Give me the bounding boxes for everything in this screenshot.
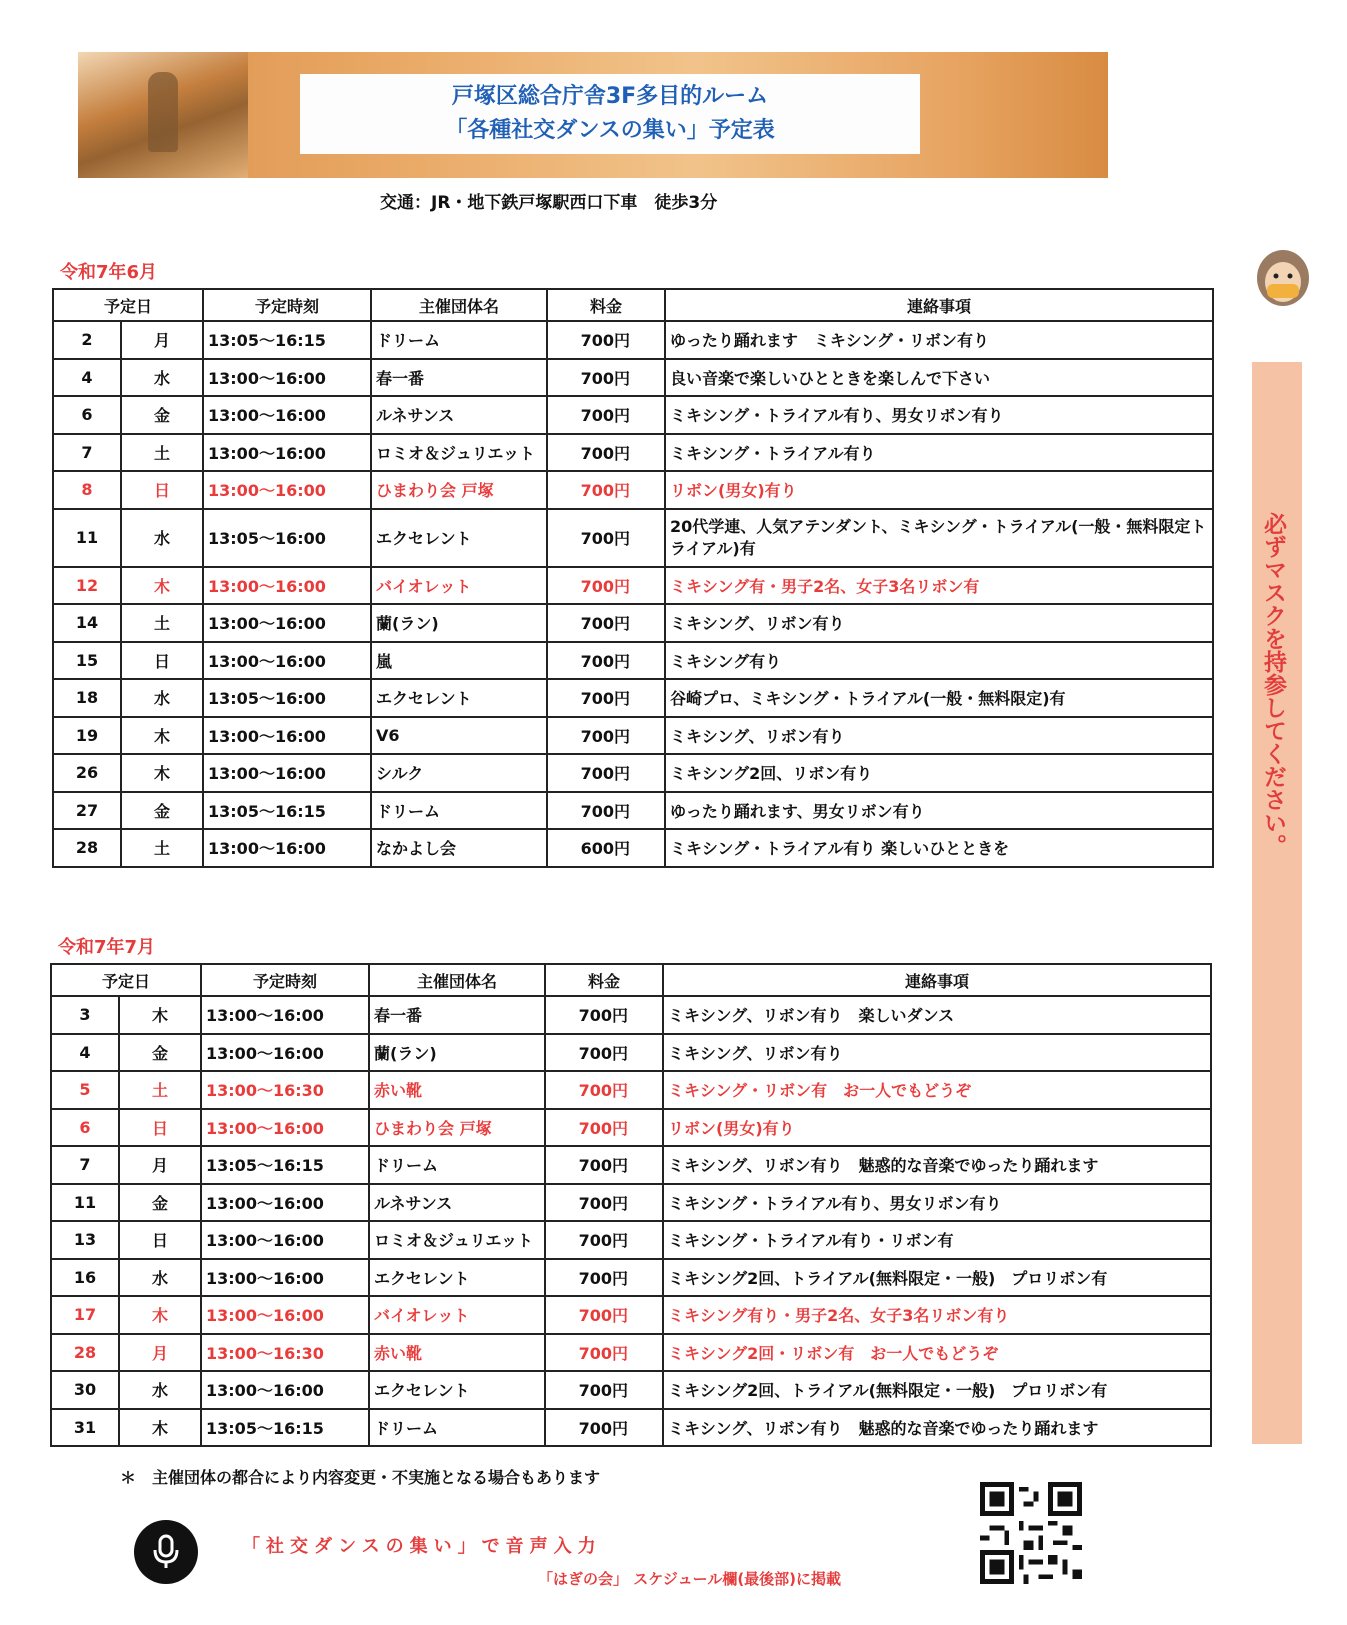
date-cell: 17 [51, 1296, 119, 1334]
organizer-cell: エクセレント [371, 509, 547, 567]
fee-cell: 700円 [545, 996, 663, 1034]
date-cell: 6 [53, 396, 121, 434]
time-cell: 13:05～16:15 [201, 1409, 369, 1447]
table-row [53, 396, 1213, 434]
weekday-cell: 金 [121, 792, 203, 830]
qr-code[interactable] [980, 1482, 1082, 1584]
col-notes: 連絡事項 [663, 964, 1211, 996]
banner-artwork [78, 52, 248, 178]
weekday-cell: 木 [119, 1296, 201, 1334]
date-cell: 31 [51, 1409, 119, 1447]
weekday-cell: 金 [121, 396, 203, 434]
table-row [53, 642, 1213, 680]
table-row [53, 434, 1213, 472]
access-info: 交通：JR・地下鉄戸塚駅西口下車 徒歩3分 [380, 193, 718, 213]
notes-cell: ミキシング・トライアル有り、男女リボン有り [665, 396, 1213, 434]
date-cell: 30 [51, 1371, 119, 1409]
time-cell: 13:00～16:00 [203, 604, 371, 642]
fee-cell: 700円 [545, 1184, 663, 1222]
organizer-cell: ルネサンス [369, 1184, 545, 1222]
weekday-cell: 金 [119, 1184, 201, 1222]
fee-cell: 700円 [545, 1296, 663, 1334]
weekday-cell: 土 [119, 1071, 201, 1109]
table-row [51, 1371, 1211, 1409]
time-cell: 13:00～16:00 [201, 1371, 369, 1409]
weekday-cell: 月 [121, 321, 203, 359]
organizer-cell: エクセレント [369, 1371, 545, 1409]
notes-cell: ミキシング、リボン有り [665, 604, 1213, 642]
fee-cell: 700円 [547, 359, 665, 397]
table-row [51, 1034, 1211, 1072]
date-cell: 28 [51, 1334, 119, 1372]
time-cell: 13:00～16:30 [201, 1071, 369, 1109]
notes-cell: ミキシング有・男子2名、女子3名リボン有 [665, 567, 1213, 605]
july-title: 令和7年7月 [58, 937, 156, 958]
table-row [51, 1334, 1211, 1372]
notes-cell: ミキシング、リボン有り 魅惑的な音楽でゆったり踊れます [663, 1146, 1211, 1184]
organizer-cell: ドリーム [369, 1146, 545, 1184]
notes-cell: ミキシング・トライアル有り、男女リボン有り [663, 1184, 1211, 1222]
organizer-cell: ひまわり会 戸塚 [369, 1109, 545, 1147]
col-fee: 料金 [545, 964, 663, 996]
notes-cell: ミキシング有り [665, 642, 1213, 680]
organizer-cell: エクセレント [369, 1259, 545, 1297]
fee-cell: 700円 [545, 1109, 663, 1147]
organizer-cell: ドリーム [369, 1409, 545, 1447]
notes-cell: ミキシング、リボン有り 魅惑的な音楽でゆったり踊れます [663, 1409, 1211, 1447]
weekday-cell: 月 [119, 1334, 201, 1372]
organizer-cell: V6 [371, 717, 547, 755]
june-schedule-table [52, 288, 1214, 868]
weekday-cell: 土 [121, 829, 203, 867]
date-cell: 27 [53, 792, 121, 830]
organizer-cell: 嵐 [371, 642, 547, 680]
weekday-cell: 日 [119, 1221, 201, 1259]
fee-cell: 700円 [545, 1259, 663, 1297]
table-row [53, 471, 1213, 509]
organizer-cell: 赤い靴 [369, 1334, 545, 1372]
table-row [53, 717, 1213, 755]
date-cell: 7 [53, 434, 121, 472]
date-cell: 14 [53, 604, 121, 642]
date-cell: 7 [51, 1146, 119, 1184]
table-row [53, 567, 1213, 605]
fee-cell: 700円 [547, 717, 665, 755]
weekday-cell: 金 [119, 1034, 201, 1072]
header-banner [78, 52, 1108, 178]
notes-cell: ゆったり踊れます ミキシング・リボン有り [665, 321, 1213, 359]
table-row [53, 754, 1213, 792]
masked-face-icon [1254, 244, 1312, 308]
date-cell: 19 [53, 717, 121, 755]
table-row [51, 1296, 1211, 1334]
july-schedule-table [50, 963, 1212, 1447]
time-cell: 13:05～16:15 [203, 321, 371, 359]
time-cell: 13:00～16:00 [201, 1259, 369, 1297]
time-cell: 13:00～16:00 [203, 359, 371, 397]
time-cell: 13:05～16:15 [201, 1146, 369, 1184]
date-cell: 15 [53, 642, 121, 680]
notes-cell: ミキシング2回・リボン有 お一人でもどうぞ [663, 1334, 1211, 1372]
fee-cell: 700円 [547, 321, 665, 359]
notes-cell: ゆったり踊れます、男女リボン有り [665, 792, 1213, 830]
weekday-cell: 土 [121, 604, 203, 642]
date-cell: 6 [51, 1109, 119, 1147]
notes-cell: 谷崎プロ、ミキシング・トライアル(一般・無料限定)有 [665, 679, 1213, 717]
date-cell: 2 [53, 321, 121, 359]
time-cell: 13:00～16:00 [201, 1221, 369, 1259]
organizer-cell: 春一番 [371, 359, 547, 397]
june-rows [53, 321, 1213, 867]
notes-cell: ミキシング・トライアル有り [665, 434, 1213, 472]
organizer-cell: ロミオ＆ジュリエット [371, 434, 547, 472]
fee-cell: 600円 [547, 829, 665, 867]
col-fee: 料金 [547, 289, 665, 321]
time-cell: 13:00～16:00 [203, 754, 371, 792]
date-cell: 11 [53, 509, 121, 567]
table-row [51, 1109, 1211, 1147]
organizer-cell: 蘭(ラン) [371, 604, 547, 642]
table-row [53, 509, 1213, 567]
microphone-icon [134, 1520, 198, 1584]
july-rows [51, 996, 1211, 1446]
fee-cell: 700円 [545, 1034, 663, 1072]
date-cell: 4 [53, 359, 121, 397]
time-cell: 13:00～16:00 [201, 1034, 369, 1072]
organizer-cell: 春一番 [369, 996, 545, 1034]
col-organizer: 主催団体名 [371, 289, 547, 321]
notes-cell: ミキシング・トライアル有り 楽しいひとときを [665, 829, 1213, 867]
fee-cell: 700円 [547, 679, 665, 717]
time-cell: 13:05～16:00 [203, 679, 371, 717]
time-cell: 13:00～16:00 [203, 642, 371, 680]
date-cell: 4 [51, 1034, 119, 1072]
weekday-cell: 水 [121, 359, 203, 397]
weekday-cell: 水 [119, 1259, 201, 1297]
fee-cell: 700円 [547, 396, 665, 434]
date-cell: 3 [51, 996, 119, 1034]
mask-notice-strip [1252, 362, 1302, 1444]
date-cell: 11 [51, 1184, 119, 1222]
table-row [51, 1259, 1211, 1297]
time-cell: 13:00～16:00 [203, 434, 371, 472]
organizer-cell: 蘭(ラン) [369, 1034, 545, 1072]
fee-cell: 700円 [547, 792, 665, 830]
weekday-cell: 水 [121, 509, 203, 567]
col-notes: 連絡事項 [665, 289, 1213, 321]
weekday-cell: 木 [121, 754, 203, 792]
organizer-cell: ルネサンス [371, 396, 547, 434]
time-cell: 13:00～16:00 [201, 1184, 369, 1222]
organizer-cell: ロミオ＆ジュリエット [369, 1221, 545, 1259]
col-organizer: 主催団体名 [369, 964, 545, 996]
table-row [53, 359, 1213, 397]
time-cell: 13:00～16:00 [203, 471, 371, 509]
organizer-cell: エクセレント [371, 679, 547, 717]
time-cell: 13:00～16:00 [201, 1296, 369, 1334]
notes-cell: ミキシング2回、トライアル(無料限定・一般) プロリボン有 [663, 1259, 1211, 1297]
time-cell: 13:00～16:00 [203, 567, 371, 605]
date-cell: 5 [51, 1071, 119, 1109]
fee-cell: 700円 [545, 1221, 663, 1259]
fee-cell: 700円 [545, 1071, 663, 1109]
mask-notice-text: 必ずマスクを持参してください。 [1260, 512, 1286, 857]
fee-cell: 700円 [545, 1409, 663, 1447]
time-cell: 13:05～16:00 [203, 509, 371, 567]
title-line-1: 戸塚区総合庁舎3F多目的ルーム [451, 84, 769, 109]
time-cell: 13:00～16:00 [201, 996, 369, 1034]
notes-cell: ミキシング・トライアル有り・リボン有 [663, 1221, 1211, 1259]
notes-cell: 20代学連、人気アテンダント、ミキシング・トライアル(一般・無料限定トライアル)有 [665, 509, 1213, 567]
organizer-cell: シルク [371, 754, 547, 792]
notes-cell: リボン(男女)有り [665, 471, 1213, 509]
time-cell: 13:00～16:00 [203, 829, 371, 867]
notes-cell: 良い音楽で楽しいひとときを楽しんで下さい [665, 359, 1213, 397]
fee-cell: 700円 [547, 434, 665, 472]
organizer-cell: ドリーム [371, 321, 547, 359]
weekday-cell: 水 [121, 679, 203, 717]
organizer-cell: ドリーム [371, 792, 547, 830]
fee-cell: 700円 [547, 509, 665, 567]
weekday-cell: 木 [121, 567, 203, 605]
table-row [51, 1409, 1211, 1447]
notes-cell: ミキシング、リボン有り 楽しいダンス [663, 996, 1211, 1034]
fee-cell: 700円 [545, 1146, 663, 1184]
table-row [53, 829, 1213, 867]
date-cell: 16 [51, 1259, 119, 1297]
organizer-cell: バイオレット [371, 567, 547, 605]
table-row [51, 1071, 1211, 1109]
table-row [53, 679, 1213, 717]
table-row [51, 1221, 1211, 1259]
weekday-cell: 木 [121, 717, 203, 755]
weekday-cell: 木 [119, 1409, 201, 1447]
table-row [53, 321, 1213, 359]
table-row [51, 1146, 1211, 1184]
title-box [300, 74, 920, 154]
weekday-cell: 日 [121, 642, 203, 680]
fee-cell: 700円 [547, 754, 665, 792]
weekday-cell: 月 [119, 1146, 201, 1184]
date-cell: 28 [53, 829, 121, 867]
time-cell: 13:00～16:00 [201, 1109, 369, 1147]
notes-cell: ミキシング、リボン有り [663, 1034, 1211, 1072]
title-line-2: 「各種社交ダンスの集い」予定表 [445, 118, 775, 143]
fee-cell: 700円 [547, 642, 665, 680]
table-row [51, 996, 1211, 1034]
organizer-cell: なかよし会 [371, 829, 547, 867]
notes-cell: ミキシング2回、リボン有り [665, 754, 1213, 792]
time-cell: 13:00～16:30 [201, 1334, 369, 1372]
weekday-cell: 土 [121, 434, 203, 472]
june-title: 令和7年6月 [60, 262, 158, 283]
notes-cell: リボン(男女)有り [663, 1109, 1211, 1147]
date-cell: 18 [53, 679, 121, 717]
organizer-cell: ひまわり会 戸塚 [371, 471, 547, 509]
table-row [51, 1184, 1211, 1222]
col-time: 予定時刻 [203, 289, 371, 321]
col-date: 予定日 [53, 289, 203, 321]
voice-input-text: 「社交ダンスの集い」で音声入力 [242, 1536, 602, 1557]
date-cell: 12 [53, 567, 121, 605]
hagi-note: 「はぎの会」 スケジュール欄(最後部)に掲載 [538, 1570, 842, 1588]
weekday-cell: 木 [119, 996, 201, 1034]
notes-cell: ミキシング2回、トライアル(無料限定・一般) プロリボン有 [663, 1371, 1211, 1409]
table-row [53, 604, 1213, 642]
fee-cell: 700円 [547, 471, 665, 509]
disclaimer-note: ＊ 主催団体の都合により内容変更・不実施となる場合もあります [120, 1468, 601, 1487]
weekday-cell: 日 [121, 471, 203, 509]
organizer-cell: 赤い靴 [369, 1071, 545, 1109]
notes-cell: ミキシング・リボン有 お一人でもどうぞ [663, 1071, 1211, 1109]
weekday-cell: 日 [119, 1109, 201, 1147]
time-cell: 13:00～16:00 [203, 396, 371, 434]
fee-cell: 700円 [547, 604, 665, 642]
organizer-cell: バイオレット [369, 1296, 545, 1334]
time-cell: 13:05～16:15 [203, 792, 371, 830]
col-time: 予定時刻 [201, 964, 369, 996]
notes-cell: ミキシング、リボン有り [665, 717, 1213, 755]
col-date: 予定日 [51, 964, 201, 996]
table-row [53, 792, 1213, 830]
notes-cell: ミキシング有り・男子2名、女子3名リボン有り [663, 1296, 1211, 1334]
fee-cell: 700円 [547, 567, 665, 605]
date-cell: 13 [51, 1221, 119, 1259]
date-cell: 26 [53, 754, 121, 792]
date-cell: 8 [53, 471, 121, 509]
fee-cell: 700円 [545, 1371, 663, 1409]
time-cell: 13:00～16:00 [203, 717, 371, 755]
weekday-cell: 水 [119, 1371, 201, 1409]
fee-cell: 700円 [545, 1334, 663, 1372]
